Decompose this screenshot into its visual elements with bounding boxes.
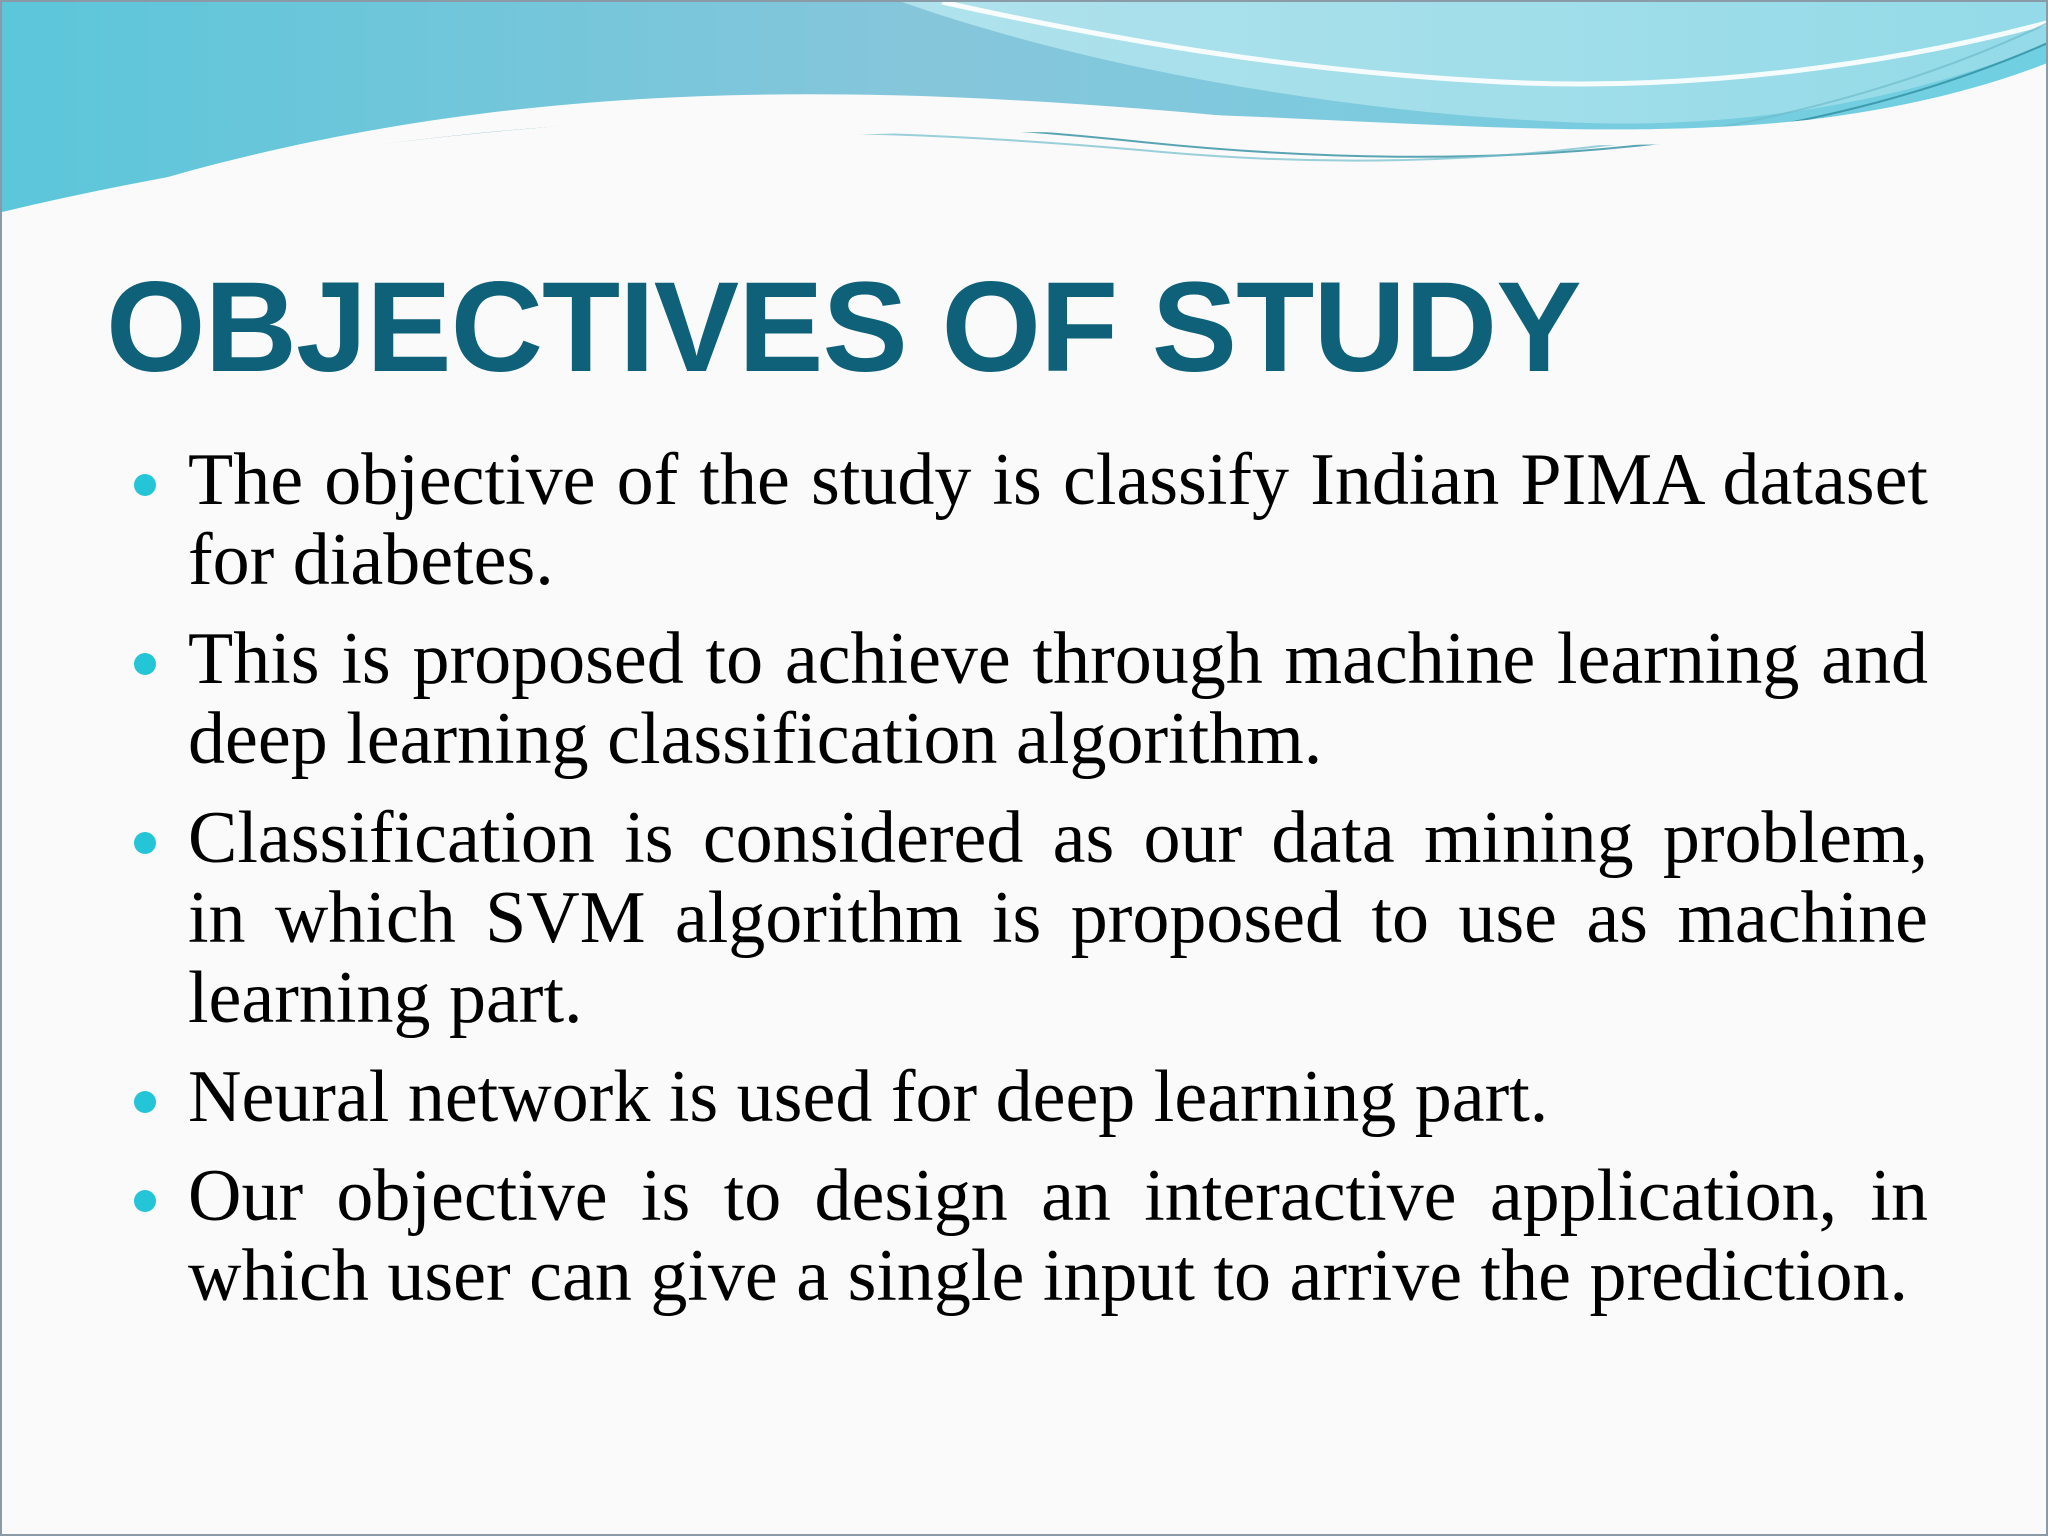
bullet-dot-icon xyxy=(134,474,156,496)
bullet-item xyxy=(130,440,1928,600)
bullet-item xyxy=(130,1057,1928,1137)
bullet-dot-icon xyxy=(134,1091,156,1113)
bullet-dot-icon xyxy=(134,653,156,675)
bullet-item xyxy=(130,619,1928,779)
bullet-text: The objective of the study is classify Indian PIMA dataset for diabetes. xyxy=(188,439,1928,601)
header-wave-decoration xyxy=(2,2,2048,242)
bullet-text: Neural network is used for deep learning part. xyxy=(188,1056,1549,1138)
bullet-text: Our objective is to design an interactive application, in which user can give a single input to arrive the prediction. xyxy=(188,1155,1928,1317)
bullet-dot-icon xyxy=(134,832,156,854)
bullet-item xyxy=(130,1156,1928,1316)
bullet-text: This is proposed to achieve through machine learning and deep learning classification algorithm. xyxy=(188,618,1928,780)
bullet-dot-icon xyxy=(134,1190,156,1212)
slide-title: OBJECTIVES OF STUDY xyxy=(106,256,1581,399)
bullet-text: Classification is considered as our data mining problem, in which SVM algorithm is proposed to use as machine learning part. xyxy=(188,797,1928,1039)
bullet-list xyxy=(130,440,1928,1335)
bullet-item xyxy=(130,798,1928,1038)
